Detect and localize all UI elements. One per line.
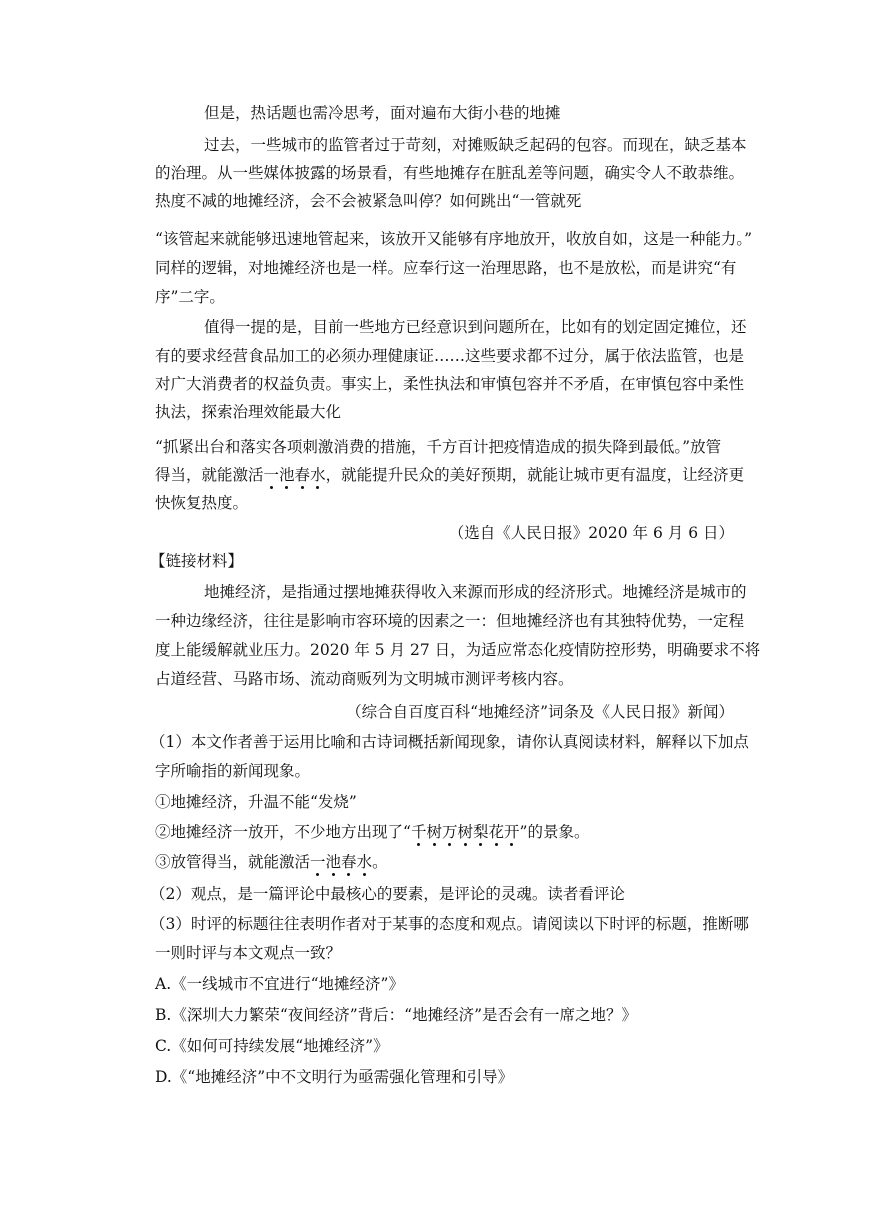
question-3: （3）时评的标题往往表明作者对于某事的态度和观点。请阅读以下时评的标题，推断哪 (150, 915, 749, 933)
paragraph-line: 热度不减的地摊经济，会不会被紧急叫停？如何跳出“一管就死 (155, 192, 582, 210)
option-b: B.《深圳大力繁荣“夜间经济”背后：“地摊经济”是否会有一席之地？》 (155, 1006, 638, 1024)
paragraph-line: 同样的逻辑，对地摊经济也是一样。应奉行这一治理思路，也不是放松，而是讲究“有 (155, 259, 737, 277)
paragraph-line: 序”二字。 (155, 288, 225, 306)
paragraph-line: “该管起来就能够迅速地管起来，该放开又能够有序地放开，收放自如，这是一种能力。” (155, 230, 753, 248)
dotted-char: 一 (263, 466, 280, 484)
paragraph-line: 值得一提的是，目前一些地方已经意识到问题所在，比如有的划定固定摊位，还 (204, 318, 747, 336)
dotted-char: 万 (441, 823, 458, 841)
dotted-char: 花 (488, 823, 505, 841)
dotted-char: 池 (279, 466, 295, 484)
dotted-char: 春 (341, 853, 357, 871)
question-1-cont: 字所喻指的新闻现象。 (155, 762, 311, 780)
paragraph-line: 对广大消费者的权益负责。事实上，柔性执法和审慎包容并不矛盾，在审慎包容中柔性 (155, 375, 745, 393)
dotted-char: 池 (325, 853, 342, 871)
dotted-char: 一 (310, 853, 326, 871)
question-item-dotted: ②地摊经济一放开，不少地方出现了“千树万树梨花开”的景象。 (155, 823, 590, 841)
source-citation: （选自《人民日报》2020 年 6 月 6 日） (448, 524, 734, 542)
question-2: （2）观点，是一篇评论中最核心的要素，是评论的灵魂。读者看评论 (150, 885, 625, 903)
source-citation: （综合自百度百科“地摊经济”词条及《人民日报》新闻） (346, 703, 734, 721)
question-3-cont: 一则时评与本文观点一致？ (155, 944, 342, 962)
paragraph-line-dotted: 得当，就能激活一池春水，就能提升民众的美好预期，就能让城市更有温度，让经济更 (155, 466, 745, 484)
option-d: D.《“地摊经济”中不文明行为亟需强化管理和引导》 (155, 1068, 514, 1086)
paragraph-line: 有的要求经营食品加工的必须办理健康证……这些要求都不过分，属于依法监管，也是 (155, 347, 745, 365)
question-1: （1）本文作者善于运用比喻和古诗词概括新闻现象，请你认真阅读材料，解释以下加点 (150, 733, 749, 751)
paragraph-line: 占道经营、马路市场、流动商贩列为文明城市测评考核内容。 (155, 670, 574, 688)
question-item-dotted: ③放管得当，就能激活一池春水。 (155, 853, 388, 871)
dotted-char: 水 (356, 853, 373, 871)
paragraph-line: 度上能缓解就业压力。2020 年 5 月 27 日，为适应常态化疫情防控形势，明确要求不将 (155, 641, 761, 659)
question-item: ①地摊经济，升温不能“发烧” (155, 793, 357, 811)
dotted-char: 水 (310, 466, 326, 484)
paragraph-line: 但是，热话题也需冷思考，面对遍布大街小巷的地摊 (204, 104, 561, 122)
dotted-char: 千 (410, 823, 427, 841)
paragraph-line: 地摊经济，是指通过摆地摊获得收入来源而形成的经济形式。地摊经济是城市的 (204, 583, 747, 601)
option-a: A.《一线城市不宜进行“地摊经济”》 (155, 975, 404, 993)
dotted-char: 梨 (473, 823, 489, 841)
section-heading: 【链接材料】 (150, 552, 244, 570)
paragraph-line: 的治理。从一些媒体披露的场景看，有些地摊存在脏乱差等问题，确实令人不敢恭维。 (155, 164, 745, 182)
dotted-char: 树 (426, 823, 442, 841)
paragraph-line: “抓紧出台和落实各项刺激消费的措施，千方百计把疫情造成的损失降到最低。”放管 (155, 438, 722, 456)
paragraph-line: 执法，探索治理效能最大化 (155, 403, 342, 421)
dotted-char: 春 (294, 466, 311, 484)
paragraph-line: 快恢复热度。 (155, 494, 249, 512)
paragraph-line: 一种边缘经济，往往是影响市容环境的因素之一：但地摊经济也有其独特优势，一定程 (155, 612, 745, 630)
paragraph-line: 过去，一些城市的监管者过于苛刻，对摊贩缺乏起码的包容。而现在，缺乏基本 (204, 136, 747, 154)
dotted-char: 开 (504, 823, 520, 841)
dotted-char: 树 (457, 823, 473, 841)
option-c: C.《如何可持续发展“地摊经济”》 (155, 1037, 389, 1055)
